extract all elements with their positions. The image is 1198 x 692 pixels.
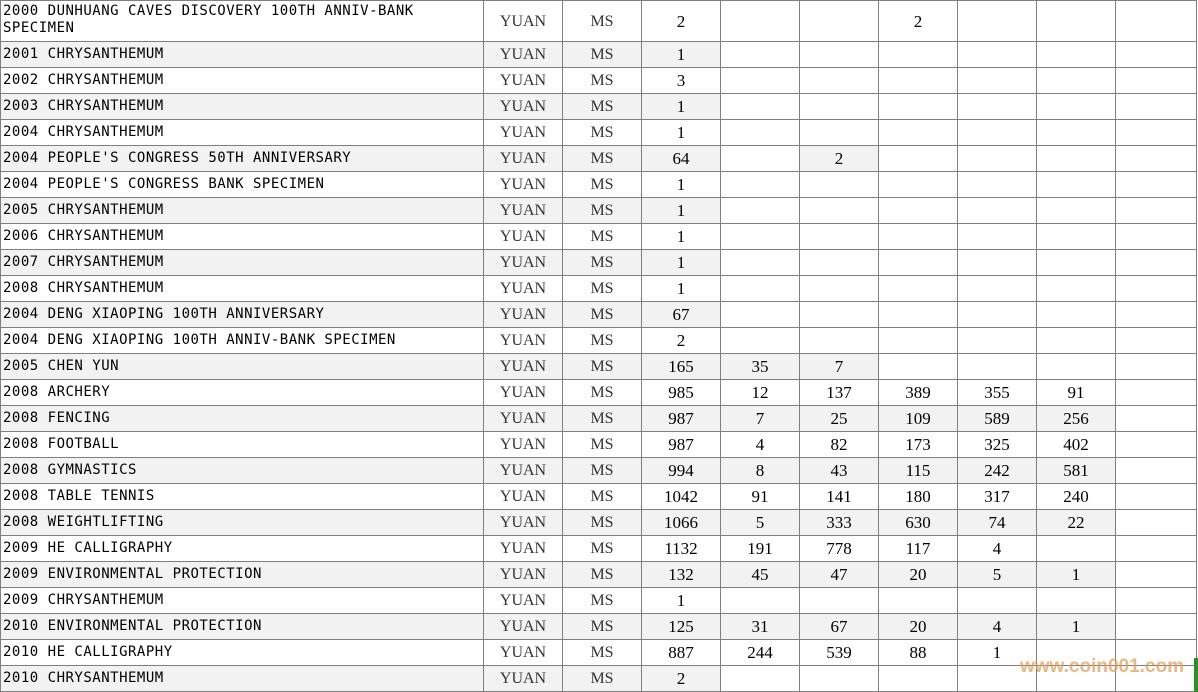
table-row (1, 42, 1197, 68)
cell-grade-col-2[interactable] (800, 328, 879, 354)
cell-grade-col-2[interactable] (800, 250, 879, 276)
cell-grade[interactable]: MS (563, 406, 642, 432)
cell-total[interactable]: 887 (642, 640, 721, 666)
cell-currency[interactable]: YUAN (484, 328, 563, 354)
cell-grade-col-3[interactable] (879, 146, 958, 172)
cell-grade[interactable]: MS (563, 42, 642, 68)
cell-grade-col-4[interactable] (958, 302, 1037, 328)
cell-grade-col-2[interactable] (800, 666, 879, 692)
cell-grade-col-2[interactable] (800, 224, 879, 250)
cell-grade-col-4[interactable] (958, 666, 1037, 692)
cell-description[interactable]: 2009 HE CALLIGRAPHY (1, 536, 484, 562)
cell-grade-col-4[interactable] (958, 198, 1037, 224)
cell-currency[interactable]: YUAN (484, 250, 563, 276)
cell-grade-col-1[interactable] (721, 276, 800, 302)
cell-currency[interactable]: YUAN (484, 354, 563, 380)
cell-total[interactable]: 64 (642, 146, 721, 172)
cell-total[interactable]: 1066 (642, 510, 721, 536)
cell-grade-col-2[interactable] (800, 42, 879, 68)
cell-grade-col-1[interactable]: 35 (721, 354, 800, 380)
cell-grade-col-4[interactable] (958, 68, 1037, 94)
cell-grade-col-2[interactable]: 2 (800, 146, 879, 172)
cell-grade[interactable]: MS (563, 614, 642, 640)
cell-grade[interactable]: MS (563, 224, 642, 250)
cell-grade[interactable]: MS (563, 276, 642, 302)
cell-description[interactable]: 2008 TABLE TENNIS (1, 484, 484, 510)
table-row (1, 640, 1197, 666)
cell-grade[interactable]: MS (563, 328, 642, 354)
table-row (1, 172, 1197, 198)
table-row (1, 328, 1197, 354)
cell-grade-col-3[interactable] (879, 68, 958, 94)
cell-grade-col-6[interactable] (1116, 224, 1197, 250)
cell-grade-col-3[interactable] (879, 328, 958, 354)
cell-grade-col-6[interactable] (1116, 68, 1197, 94)
cell-grade[interactable]: MS (563, 588, 642, 614)
cell-grade-col-4[interactable] (958, 120, 1037, 146)
table-row (1, 198, 1197, 224)
cell-total[interactable]: 67 (642, 302, 721, 328)
cell-grade-col-6[interactable] (1116, 120, 1197, 146)
cell-grade-col-2[interactable] (800, 120, 879, 146)
cell-grade-col-5[interactable] (1037, 94, 1116, 120)
cell-grade-col-2[interactable]: 778 (800, 536, 879, 562)
cell-grade-col-5[interactable] (1037, 198, 1116, 224)
cell-grade-col-6[interactable] (1116, 250, 1197, 276)
cell-grade-col-5[interactable] (1037, 146, 1116, 172)
table-row (1, 484, 1197, 510)
cell-grade-col-2[interactable]: 67 (800, 614, 879, 640)
cell-grade-col-2[interactable]: 47 (800, 562, 879, 588)
cell-grade-col-5[interactable] (1037, 666, 1116, 692)
cell-grade-col-3[interactable]: 2 (879, 1, 958, 42)
cell-grade-col-3[interactable] (879, 276, 958, 302)
cell-grade-col-1[interactable] (721, 198, 800, 224)
cell-description[interactable]: 2010 HE CALLIGRAPHY (1, 640, 484, 666)
cell-grade-col-4[interactable] (958, 146, 1037, 172)
table-row (1, 120, 1197, 146)
cell-grade-col-6[interactable] (1116, 302, 1197, 328)
cell-grade-col-4[interactable]: 1 (958, 640, 1037, 666)
cell-grade-col-5[interactable] (1037, 250, 1116, 276)
cell-grade-col-5[interactable]: 22 (1037, 510, 1116, 536)
cell-grade-col-3[interactable] (879, 94, 958, 120)
table-row (1, 146, 1197, 172)
cell-currency[interactable]: YUAN (484, 42, 563, 68)
cell-grade-col-1[interactable] (721, 94, 800, 120)
cell-grade-col-2[interactable]: 82 (800, 432, 879, 458)
cell-grade-col-3[interactable]: 115 (879, 458, 958, 484)
cell-grade-col-6[interactable] (1116, 432, 1197, 458)
cell-total[interactable]: 1 (642, 224, 721, 250)
cell-currency[interactable]: YUAN (484, 94, 563, 120)
cell-grade-col-4[interactable] (958, 42, 1037, 68)
cell-grade-col-4[interactable]: 355 (958, 380, 1037, 406)
cell-grade-col-4[interactable]: 242 (958, 458, 1037, 484)
cell-grade-col-5[interactable] (1037, 354, 1116, 380)
table-row (1, 666, 1197, 692)
cell-grade-col-1[interactable] (721, 146, 800, 172)
table-body (1, 1, 1197, 692)
cell-grade-col-2[interactable]: 539 (800, 640, 879, 666)
cell-grade-col-6[interactable] (1116, 614, 1197, 640)
cell-grade-col-2[interactable] (800, 588, 879, 614)
cell-grade-col-2[interactable] (800, 276, 879, 302)
cell-description[interactable]: 2009 CHRYSANTHEMUM (1, 588, 484, 614)
table-row (1, 510, 1197, 536)
cell-grade-col-3[interactable]: 88 (879, 640, 958, 666)
cell-grade-col-3[interactable]: 20 (879, 614, 958, 640)
table-row (1, 588, 1197, 614)
cell-total[interactable]: 1 (642, 172, 721, 198)
cell-grade-col-5[interactable] (1037, 172, 1116, 198)
cell-grade-col-1[interactable] (721, 224, 800, 250)
cell-grade-col-5[interactable] (1037, 224, 1116, 250)
cell-grade-col-2[interactable]: 43 (800, 458, 879, 484)
cell-grade-col-2[interactable] (800, 94, 879, 120)
cell-description[interactable]: 2004 DENG XIAOPING 100TH ANNIV-BANK SPECIMEN (1, 328, 484, 354)
cell-grade-col-3[interactable]: 173 (879, 432, 958, 458)
cell-grade-col-4[interactable] (958, 172, 1037, 198)
cell-grade[interactable]: MS (563, 432, 642, 458)
cell-grade-col-6[interactable] (1116, 276, 1197, 302)
cell-currency[interactable]: YUAN (484, 458, 563, 484)
cell-grade-col-5[interactable] (1037, 1, 1116, 42)
cell-grade-col-6[interactable] (1116, 640, 1197, 666)
cell-grade-col-6[interactable] (1116, 406, 1197, 432)
cell-currency[interactable]: YUAN (484, 68, 563, 94)
cell-grade-col-5[interactable]: 1 (1037, 614, 1116, 640)
cell-currency[interactable]: YUAN (484, 640, 563, 666)
cell-total[interactable]: 2 (642, 1, 721, 42)
cell-grade[interactable]: MS (563, 640, 642, 666)
cell-description[interactable]: 2008 WEIGHTLIFTING (1, 510, 484, 536)
cell-grade-col-5[interactable]: 581 (1037, 458, 1116, 484)
cell-grade-col-4[interactable] (958, 276, 1037, 302)
cell-total[interactable]: 1 (642, 120, 721, 146)
cell-total[interactable]: 994 (642, 458, 721, 484)
site-watermark: www.coin001.com (1019, 656, 1184, 677)
cell-currency[interactable]: YUAN (484, 588, 563, 614)
cell-grade-col-2[interactable]: 7 (800, 354, 879, 380)
cell-description[interactable]: 2006 CHRYSANTHEMUM (1, 224, 484, 250)
cell-grade-col-1[interactable]: 8 (721, 458, 800, 484)
cell-currency[interactable]: YUAN (484, 380, 563, 406)
cell-grade-col-6[interactable] (1116, 328, 1197, 354)
cell-grade-col-5[interactable] (1037, 302, 1116, 328)
cell-grade[interactable]: MS (563, 536, 642, 562)
cell-grade-col-1[interactable]: 5 (721, 510, 800, 536)
cell-grade-col-4[interactable] (958, 224, 1037, 250)
cell-grade-col-1[interactable]: 7 (721, 406, 800, 432)
cell-grade-col-3[interactable]: 109 (879, 406, 958, 432)
cell-grade-col-4[interactable] (958, 354, 1037, 380)
cell-currency[interactable]: YUAN (484, 666, 563, 692)
cell-grade-col-6[interactable] (1116, 510, 1197, 536)
cell-grade-col-2[interactable] (800, 1, 879, 42)
cell-grade[interactable]: MS (563, 458, 642, 484)
cell-description[interactable]: 2004 PEOPLE'S CONGRESS BANK SPECIMEN (1, 172, 484, 198)
cell-grade-col-3[interactable] (879, 666, 958, 692)
cell-description[interactable]: 2007 CHRYSANTHEMUM (1, 250, 484, 276)
cell-grade-col-6[interactable] (1116, 380, 1197, 406)
cell-grade-col-3[interactable]: 389 (879, 380, 958, 406)
cell-grade[interactable]: MS (563, 250, 642, 276)
cell-currency[interactable]: YUAN (484, 432, 563, 458)
cell-grade-col-5[interactable] (1037, 42, 1116, 68)
cell-total[interactable]: 2 (642, 666, 721, 692)
table-row (1, 380, 1197, 406)
cell-grade-col-3[interactable]: 180 (879, 484, 958, 510)
cell-grade[interactable]: MS (563, 198, 642, 224)
cell-description[interactable]: 2008 ARCHERY (1, 380, 484, 406)
cell-grade-col-3[interactable] (879, 172, 958, 198)
cell-grade-col-1[interactable]: 4 (721, 432, 800, 458)
cell-grade-col-4[interactable]: 589 (958, 406, 1037, 432)
cell-currency[interactable]: YUAN (484, 536, 563, 562)
cell-total[interactable]: 1132 (642, 536, 721, 562)
table-row (1, 614, 1197, 640)
cell-total[interactable]: 1 (642, 198, 721, 224)
cell-total[interactable]: 1 (642, 276, 721, 302)
cell-grade-col-1[interactable] (721, 120, 800, 146)
cell-grade-col-3[interactable]: 20 (879, 562, 958, 588)
cell-currency[interactable]: YUAN (484, 614, 563, 640)
cell-grade-col-1[interactable] (721, 328, 800, 354)
cell-currency[interactable]: YUAN (484, 484, 563, 510)
cell-grade-col-1[interactable]: 12 (721, 380, 800, 406)
cell-description[interactable]: 2004 DENG XIAOPING 100TH ANNIVERSARY (1, 302, 484, 328)
cell-currency[interactable]: YUAN (484, 510, 563, 536)
cell-grade-col-2[interactable]: 137 (800, 380, 879, 406)
window-edge-marker (1194, 658, 1198, 692)
cell-grade-col-6[interactable] (1116, 536, 1197, 562)
table-row (1, 562, 1197, 588)
cell-grade[interactable]: MS (563, 120, 642, 146)
cell-description[interactable]: 2010 CHRYSANTHEMUM (1, 666, 484, 692)
cell-grade-col-3[interactable] (879, 588, 958, 614)
cell-grade-col-6[interactable] (1116, 198, 1197, 224)
cell-grade-col-4[interactable]: 317 (958, 484, 1037, 510)
cell-grade-col-5[interactable] (1037, 588, 1116, 614)
cell-currency[interactable]: YUAN (484, 302, 563, 328)
cell-description[interactable]: 2002 CHRYSANTHEMUM (1, 68, 484, 94)
cell-description[interactable]: 2003 CHRYSANTHEMUM (1, 94, 484, 120)
cell-grade-col-6[interactable] (1116, 458, 1197, 484)
cell-grade-col-1[interactable] (721, 302, 800, 328)
cell-description[interactable]: 2008 CHRYSANTHEMUM (1, 276, 484, 302)
cell-total[interactable]: 1 (642, 94, 721, 120)
cell-grade-col-1[interactable] (721, 588, 800, 614)
cell-description[interactable]: 2005 CHEN YUN (1, 354, 484, 380)
cell-grade-col-2[interactable]: 25 (800, 406, 879, 432)
cell-grade-col-5[interactable]: 256 (1037, 406, 1116, 432)
table-row (1, 276, 1197, 302)
cell-grade-col-6[interactable] (1116, 42, 1197, 68)
cell-grade-col-2[interactable]: 333 (800, 510, 879, 536)
cell-description[interactable]: 2001 CHRYSANTHEMUM (1, 42, 484, 68)
cell-currency[interactable]: YUAN (484, 198, 563, 224)
cell-grade-col-2[interactable] (800, 172, 879, 198)
cell-currency[interactable]: YUAN (484, 276, 563, 302)
table-row (1, 224, 1197, 250)
cell-grade-col-3[interactable] (879, 224, 958, 250)
cell-grade-col-5[interactable] (1037, 68, 1116, 94)
cell-grade[interactable]: MS (563, 172, 642, 198)
table-row (1, 432, 1197, 458)
cell-grade-col-6[interactable] (1116, 588, 1197, 614)
cell-grade-col-5[interactable]: 402 (1037, 432, 1116, 458)
cell-grade-col-3[interactable] (879, 250, 958, 276)
cell-grade-col-3[interactable] (879, 198, 958, 224)
cell-grade-col-2[interactable] (800, 302, 879, 328)
cell-grade-col-6[interactable] (1116, 172, 1197, 198)
cell-grade-col-2[interactable] (800, 68, 879, 94)
cell-total[interactable]: 985 (642, 380, 721, 406)
cell-grade-col-4[interactable] (958, 94, 1037, 120)
cell-currency[interactable]: YUAN (484, 1, 563, 42)
cell-description[interactable]: 2009 ENVIRONMENTAL PROTECTION (1, 562, 484, 588)
cell-grade-col-1[interactable] (721, 666, 800, 692)
cell-grade-col-4[interactable]: 325 (958, 432, 1037, 458)
cell-currency[interactable]: YUAN (484, 224, 563, 250)
cell-description[interactable]: 2004 CHRYSANTHEMUM (1, 120, 484, 146)
cell-grade-col-6[interactable] (1116, 146, 1197, 172)
cell-grade[interactable]: MS (563, 380, 642, 406)
cell-currency[interactable]: YUAN (484, 562, 563, 588)
cell-grade-col-3[interactable]: 117 (879, 536, 958, 562)
cell-grade-col-4[interactable]: 5 (958, 562, 1037, 588)
cell-grade[interactable]: MS (563, 1, 642, 42)
table-row (1, 250, 1197, 276)
cell-grade-col-3[interactable] (879, 120, 958, 146)
cell-grade-col-6[interactable] (1116, 562, 1197, 588)
table-row (1, 406, 1197, 432)
cell-grade[interactable]: MS (563, 146, 642, 172)
cell-description[interactable]: 2008 FENCING (1, 406, 484, 432)
cell-grade-col-5[interactable] (1037, 276, 1116, 302)
cell-grade-col-5[interactable]: 1 (1037, 562, 1116, 588)
cell-total[interactable]: 125 (642, 614, 721, 640)
cell-grade-col-1[interactable]: 45 (721, 562, 800, 588)
cell-grade-col-1[interactable]: 31 (721, 614, 800, 640)
cell-currency[interactable]: YUAN (484, 146, 563, 172)
cell-grade-col-6[interactable] (1116, 1, 1197, 42)
cell-currency[interactable]: YUAN (484, 172, 563, 198)
cell-grade-col-1[interactable] (721, 250, 800, 276)
cell-grade-col-5[interactable] (1037, 640, 1116, 666)
cell-grade[interactable]: MS (563, 68, 642, 94)
cell-grade-col-5[interactable] (1037, 536, 1116, 562)
cell-grade-col-2[interactable] (800, 198, 879, 224)
cell-grade[interactable]: MS (563, 666, 642, 692)
cell-grade-col-5[interactable]: 91 (1037, 380, 1116, 406)
table-row (1, 302, 1197, 328)
cell-grade-col-6[interactable] (1116, 666, 1197, 692)
table-row (1, 354, 1197, 380)
cell-total[interactable]: 1 (642, 250, 721, 276)
cell-description[interactable]: 2004 PEOPLE'S CONGRESS 50TH ANNIVERSARY (1, 146, 484, 172)
table-row (1, 458, 1197, 484)
cell-currency[interactable]: YUAN (484, 120, 563, 146)
cell-total[interactable]: 1042 (642, 484, 721, 510)
cell-grade-col-3[interactable] (879, 302, 958, 328)
cell-grade-col-2[interactable]: 141 (800, 484, 879, 510)
cell-grade-col-4[interactable] (958, 1, 1037, 42)
cell-grade-col-5[interactable] (1037, 328, 1116, 354)
cell-grade-col-6[interactable] (1116, 484, 1197, 510)
cell-total[interactable]: 132 (642, 562, 721, 588)
cell-grade-col-3[interactable] (879, 42, 958, 68)
cell-description[interactable]: 2005 CHRYSANTHEMUM (1, 198, 484, 224)
cell-grade[interactable]: MS (563, 94, 642, 120)
cell-grade-col-4[interactable] (958, 328, 1037, 354)
cell-grade[interactable]: MS (563, 354, 642, 380)
cell-total[interactable]: 1 (642, 42, 721, 68)
cell-grade-col-3[interactable] (879, 354, 958, 380)
cell-description[interactable]: 2000 DUNHUANG CAVES DISCOVERY 100TH ANNIV-BANK SPECIMEN (1, 1, 484, 42)
cell-description[interactable]: 2008 GYMNASTICS (1, 458, 484, 484)
table-row (1, 1, 1197, 42)
table-row (1, 94, 1197, 120)
table-row (1, 68, 1197, 94)
cell-total[interactable]: 1 (642, 588, 721, 614)
cell-grade-col-4[interactable] (958, 250, 1037, 276)
cell-grade[interactable]: MS (563, 562, 642, 588)
cell-grade-col-4[interactable]: 4 (958, 614, 1037, 640)
cell-total[interactable]: 3 (642, 68, 721, 94)
cell-description[interactable]: 2008 FOOTBALL (1, 432, 484, 458)
cell-grade-col-1[interactable] (721, 68, 800, 94)
cell-total[interactable]: 2 (642, 328, 721, 354)
table-row (1, 536, 1197, 562)
cell-grade-col-1[interactable] (721, 1, 800, 42)
cell-description[interactable]: 2010 ENVIRONMENTAL PROTECTION (1, 614, 484, 640)
cell-grade-col-6[interactable] (1116, 354, 1197, 380)
cell-currency[interactable]: YUAN (484, 406, 563, 432)
cell-grade-col-5[interactable]: 240 (1037, 484, 1116, 510)
cell-total[interactable]: 165 (642, 354, 721, 380)
cell-grade-col-4[interactable]: 4 (958, 536, 1037, 562)
cell-grade-col-1[interactable]: 191 (721, 536, 800, 562)
cell-grade-col-1[interactable]: 244 (721, 640, 800, 666)
cell-grade-col-6[interactable] (1116, 94, 1197, 120)
cell-grade-col-1[interactable] (721, 172, 800, 198)
cell-grade-col-3[interactable]: 630 (879, 510, 958, 536)
cell-grade[interactable]: MS (563, 510, 642, 536)
cell-grade[interactable]: MS (563, 302, 642, 328)
cell-grade-col-4[interactable] (958, 588, 1037, 614)
cell-grade-col-1[interactable]: 91 (721, 484, 800, 510)
cell-grade[interactable]: MS (563, 484, 642, 510)
cell-total[interactable]: 987 (642, 406, 721, 432)
cell-grade-col-4[interactable]: 74 (958, 510, 1037, 536)
cell-grade-col-5[interactable] (1037, 120, 1116, 146)
cell-grade-col-1[interactable] (721, 42, 800, 68)
cell-total[interactable]: 987 (642, 432, 721, 458)
